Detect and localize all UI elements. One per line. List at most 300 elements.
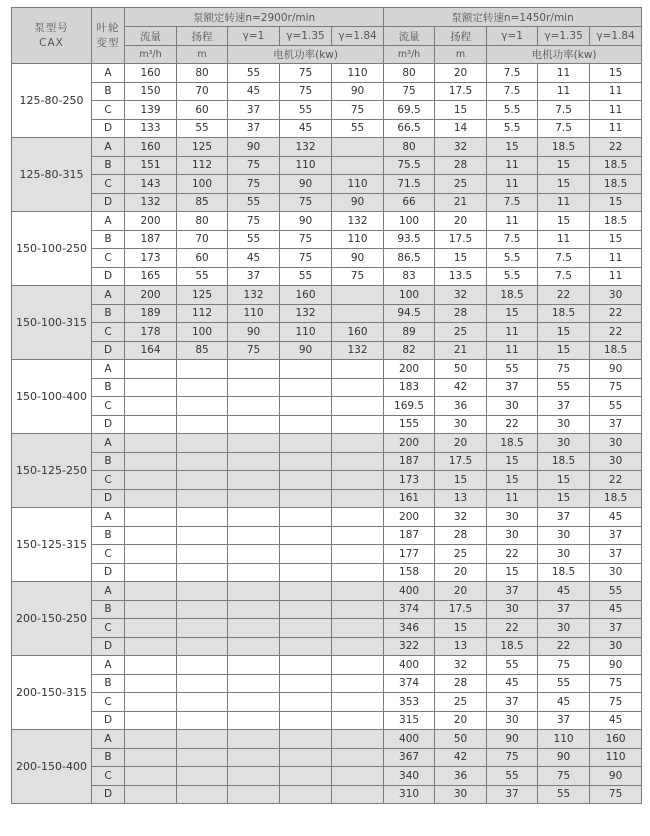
value-cell-2900 xyxy=(280,489,332,508)
value-cell-1450: 11 xyxy=(487,212,538,231)
value-cell-1450: 13 xyxy=(435,637,487,656)
model-cell: 150-125-250 xyxy=(12,434,92,508)
value-cell-1450: 55 xyxy=(487,656,538,675)
value-cell-1450: 22 xyxy=(590,304,642,323)
impeller-variant-cell: A xyxy=(92,138,125,157)
value-cell-1450: 20 xyxy=(435,434,487,453)
value-cell-1450: 18.5 xyxy=(590,175,642,194)
table-row xyxy=(12,415,642,434)
value-cell-1450: 353 xyxy=(384,693,435,712)
value-cell-1450: 37 xyxy=(538,397,590,416)
value-cell-1450: 18.5 xyxy=(487,434,538,453)
value-cell-1450: 66 xyxy=(384,193,435,212)
value-cell-1450: 89 xyxy=(384,323,435,342)
value-cell-2900: 173 xyxy=(125,249,177,268)
value-cell-1450: 15 xyxy=(487,304,538,323)
value-cell-1450: 160 xyxy=(590,730,642,749)
impeller-variant-cell: D xyxy=(92,489,125,508)
value-cell-1450: 11 xyxy=(538,193,590,212)
value-cell-2900 xyxy=(332,748,384,767)
table-row xyxy=(12,785,642,804)
value-cell-2900 xyxy=(177,619,228,638)
value-cell-2900: 125 xyxy=(177,286,228,305)
value-cell-2900 xyxy=(228,397,280,416)
value-cell-2900 xyxy=(125,360,177,379)
unit-flow: m³/h xyxy=(384,46,435,64)
value-cell-2900: 37 xyxy=(228,119,280,138)
value-cell-1450: 55 xyxy=(487,767,538,786)
value-cell-2900: 55 xyxy=(228,193,280,212)
value-cell-2900: 110 xyxy=(280,156,332,175)
value-cell-1450: 30 xyxy=(435,785,487,804)
value-cell-1450: 18.5 xyxy=(538,304,590,323)
value-cell-1450: 5.5 xyxy=(487,249,538,268)
value-cell-2900 xyxy=(332,434,384,453)
value-cell-2900: 90 xyxy=(228,323,280,342)
table-row xyxy=(12,64,642,83)
value-cell-2900 xyxy=(177,434,228,453)
value-cell-2900 xyxy=(177,378,228,397)
value-cell-2900 xyxy=(125,656,177,675)
value-cell-2900 xyxy=(228,434,280,453)
impeller-variant-cell: B xyxy=(92,82,125,101)
value-cell-2900 xyxy=(177,748,228,767)
value-cell-1450: 30 xyxy=(538,526,590,545)
impeller-variant-cell: C xyxy=(92,545,125,564)
value-cell-2900 xyxy=(228,489,280,508)
value-cell-1450: 80 xyxy=(384,138,435,157)
value-cell-2900 xyxy=(177,674,228,693)
value-cell-1450: 75 xyxy=(538,656,590,675)
value-cell-1450: 32 xyxy=(435,508,487,527)
value-cell-2900 xyxy=(228,619,280,638)
table-row xyxy=(12,119,642,138)
impeller-variant-cell: D xyxy=(92,785,125,804)
value-cell-2900 xyxy=(332,730,384,749)
value-cell-1450: 28 xyxy=(435,526,487,545)
value-cell-2900: 132 xyxy=(332,212,384,231)
value-cell-1450: 11 xyxy=(590,119,642,138)
model-header xyxy=(12,8,92,64)
col-gamma-1: γ=1 xyxy=(487,27,538,46)
value-cell-2900 xyxy=(177,508,228,527)
value-cell-1450: 69.5 xyxy=(384,101,435,120)
value-cell-2900: 90 xyxy=(332,249,384,268)
value-cell-1450: 18.5 xyxy=(538,452,590,471)
value-cell-2900 xyxy=(125,748,177,767)
value-cell-2900 xyxy=(332,785,384,804)
table-row xyxy=(12,82,642,101)
value-cell-2900 xyxy=(280,526,332,545)
value-cell-2900: 37 xyxy=(228,267,280,286)
value-cell-1450: 37 xyxy=(538,600,590,619)
value-cell-1450: 37 xyxy=(590,415,642,434)
value-cell-2900: 75 xyxy=(228,175,280,194)
value-cell-1450: 15 xyxy=(538,489,590,508)
model-cell: 125-80-250 xyxy=(12,64,92,138)
value-cell-1450: 11 xyxy=(590,101,642,120)
value-cell-2900: 187 xyxy=(125,230,177,249)
value-cell-2900 xyxy=(125,508,177,527)
value-cell-2900: 139 xyxy=(125,101,177,120)
value-cell-2900 xyxy=(332,304,384,323)
value-cell-1450: 7.5 xyxy=(487,193,538,212)
value-cell-1450: 37 xyxy=(538,711,590,730)
value-cell-1450: 15 xyxy=(538,341,590,360)
value-cell-2900: 85 xyxy=(177,341,228,360)
value-cell-2900: 132 xyxy=(332,341,384,360)
value-cell-1450: 30 xyxy=(590,452,642,471)
impeller-variant-cell: C xyxy=(92,397,125,416)
value-cell-1450: 20 xyxy=(435,212,487,231)
table-row xyxy=(12,471,642,490)
col-head: 扬程 xyxy=(177,27,228,46)
value-cell-1450: 7.5 xyxy=(538,119,590,138)
value-cell-1450: 346 xyxy=(384,619,435,638)
value-cell-1450: 90 xyxy=(590,656,642,675)
value-cell-1450: 66.5 xyxy=(384,119,435,138)
value-cell-2900 xyxy=(177,545,228,564)
value-cell-1450: 11 xyxy=(590,267,642,286)
value-cell-2900 xyxy=(332,582,384,601)
value-cell-2900: 160 xyxy=(125,138,177,157)
value-cell-2900: 75 xyxy=(332,267,384,286)
value-cell-1450: 30 xyxy=(487,526,538,545)
value-cell-2900 xyxy=(280,711,332,730)
value-cell-1450: 28 xyxy=(435,674,487,693)
table-row xyxy=(12,286,642,305)
value-cell-2900 xyxy=(280,378,332,397)
value-cell-1450: 13.5 xyxy=(435,267,487,286)
table-row xyxy=(12,434,642,453)
value-cell-2900 xyxy=(228,693,280,712)
value-cell-1450: 18.5 xyxy=(487,637,538,656)
value-cell-1450: 15 xyxy=(487,563,538,582)
value-cell-1450: 11 xyxy=(487,341,538,360)
impeller-variant-cell: B xyxy=(92,452,125,471)
value-cell-2900 xyxy=(177,489,228,508)
value-cell-1450: 11 xyxy=(538,230,590,249)
value-cell-2900 xyxy=(228,526,280,545)
col-head: 扬程 xyxy=(435,27,487,46)
impeller-label-1: 叶轮 xyxy=(96,21,120,34)
value-cell-1450: 30 xyxy=(487,397,538,416)
value-cell-1450: 32 xyxy=(435,286,487,305)
value-cell-2900: 160 xyxy=(332,323,384,342)
value-cell-2900: 75 xyxy=(280,82,332,101)
value-cell-2900: 112 xyxy=(177,156,228,175)
table-row xyxy=(12,378,642,397)
value-cell-1450: 75 xyxy=(538,360,590,379)
value-cell-2900 xyxy=(125,785,177,804)
value-cell-2900 xyxy=(332,563,384,582)
value-cell-2900 xyxy=(332,508,384,527)
value-cell-2900: 80 xyxy=(177,212,228,231)
value-cell-2900: 90 xyxy=(280,341,332,360)
value-cell-1450: 400 xyxy=(384,730,435,749)
value-cell-2900 xyxy=(177,397,228,416)
table-row xyxy=(12,156,642,175)
value-cell-1450: 340 xyxy=(384,767,435,786)
value-cell-1450: 11 xyxy=(487,489,538,508)
value-cell-2900 xyxy=(332,397,384,416)
value-cell-1450: 37 xyxy=(590,619,642,638)
value-cell-2900 xyxy=(125,489,177,508)
value-cell-1450: 71.5 xyxy=(384,175,435,194)
value-cell-2900: 75 xyxy=(280,193,332,212)
value-cell-2900 xyxy=(228,582,280,601)
value-cell-1450: 55 xyxy=(538,674,590,693)
table-row xyxy=(12,175,642,194)
value-cell-2900 xyxy=(177,600,228,619)
value-cell-2900 xyxy=(228,656,280,675)
value-cell-1450: 45 xyxy=(590,600,642,619)
value-cell-2900: 100 xyxy=(177,175,228,194)
impeller-variant-cell: C xyxy=(92,767,125,786)
value-cell-2900: 75 xyxy=(332,101,384,120)
value-cell-1450: 30 xyxy=(590,286,642,305)
value-cell-1450: 374 xyxy=(384,600,435,619)
value-cell-2900: 200 xyxy=(125,212,177,231)
value-cell-1450: 93.5 xyxy=(384,230,435,249)
value-cell-2900 xyxy=(332,526,384,545)
table-row xyxy=(12,267,642,286)
value-cell-2900 xyxy=(332,600,384,619)
value-cell-1450: 155 xyxy=(384,415,435,434)
col-gamma-1-35: γ=1.35 xyxy=(538,27,590,46)
value-cell-2900 xyxy=(125,545,177,564)
value-cell-1450: 7.5 xyxy=(487,230,538,249)
value-cell-2900: 75 xyxy=(228,156,280,175)
impeller-variant-cell: B xyxy=(92,156,125,175)
value-cell-2900 xyxy=(332,452,384,471)
value-cell-2900 xyxy=(332,360,384,379)
value-cell-2900: 110 xyxy=(280,323,332,342)
table-row xyxy=(12,693,642,712)
value-cell-1450: 30 xyxy=(538,415,590,434)
value-cell-1450: 18.5 xyxy=(487,286,538,305)
value-cell-2900: 110 xyxy=(332,64,384,83)
value-cell-2900 xyxy=(280,693,332,712)
value-cell-2900 xyxy=(228,767,280,786)
value-cell-1450: 36 xyxy=(435,767,487,786)
value-cell-2900: 151 xyxy=(125,156,177,175)
value-cell-1450: 28 xyxy=(435,156,487,175)
value-cell-2900 xyxy=(177,582,228,601)
value-cell-1450: 75 xyxy=(590,693,642,712)
value-cell-1450: 14 xyxy=(435,119,487,138)
value-cell-1450: 200 xyxy=(384,508,435,527)
value-cell-1450: 100 xyxy=(384,212,435,231)
value-cell-1450: 28 xyxy=(435,304,487,323)
value-cell-2900 xyxy=(332,286,384,305)
impeller-variant-cell: D xyxy=(92,415,125,434)
value-cell-1450: 400 xyxy=(384,656,435,675)
table-row xyxy=(12,452,642,471)
value-cell-1450: 310 xyxy=(384,785,435,804)
value-cell-1450: 75 xyxy=(590,378,642,397)
value-cell-1450: 22 xyxy=(487,415,538,434)
value-cell-2900 xyxy=(228,471,280,490)
value-cell-1450: 32 xyxy=(435,656,487,675)
col-gamma-1-35: γ=1.35 xyxy=(280,27,332,46)
value-cell-1450: 55 xyxy=(590,582,642,601)
impeller-variant-cell: B xyxy=(92,674,125,693)
unit-motor-power: 电机功率(kw) xyxy=(487,46,642,64)
value-cell-2900: 55 xyxy=(228,64,280,83)
value-cell-1450: 322 xyxy=(384,637,435,656)
value-cell-2900: 178 xyxy=(125,323,177,342)
value-cell-1450: 15 xyxy=(590,193,642,212)
value-cell-2900 xyxy=(280,545,332,564)
table-row xyxy=(12,526,642,545)
value-cell-1450: 90 xyxy=(590,360,642,379)
value-cell-2900: 37 xyxy=(228,101,280,120)
value-cell-2900 xyxy=(280,582,332,601)
impeller-variant-cell: A xyxy=(92,64,125,83)
value-cell-2900: 90 xyxy=(280,175,332,194)
value-cell-1450: 15 xyxy=(487,471,538,490)
value-cell-2900 xyxy=(332,619,384,638)
value-cell-2900 xyxy=(332,656,384,675)
value-cell-2900 xyxy=(125,415,177,434)
impeller-variant-cell: A xyxy=(92,730,125,749)
value-cell-2900 xyxy=(332,156,384,175)
value-cell-2900: 45 xyxy=(228,249,280,268)
value-cell-2900 xyxy=(125,730,177,749)
value-cell-2900 xyxy=(177,471,228,490)
value-cell-2900 xyxy=(228,415,280,434)
value-cell-2900 xyxy=(177,563,228,582)
impeller-variant-cell: D xyxy=(92,711,125,730)
value-cell-2900 xyxy=(228,748,280,767)
impeller-variant-cell: A xyxy=(92,360,125,379)
value-cell-1450: 11 xyxy=(487,156,538,175)
impeller-variant-cell: A xyxy=(92,656,125,675)
value-cell-1450: 45 xyxy=(487,674,538,693)
value-cell-1450: 15 xyxy=(435,471,487,490)
value-cell-1450: 30 xyxy=(590,637,642,656)
value-cell-2900 xyxy=(228,785,280,804)
value-cell-1450: 50 xyxy=(435,360,487,379)
value-cell-1450: 45 xyxy=(538,582,590,601)
value-cell-1450: 75 xyxy=(590,785,642,804)
speed-group-2900: 泵额定转速n=2900r/min xyxy=(125,8,384,27)
model-label: 泵型号 xyxy=(34,21,69,34)
table-row xyxy=(12,767,642,786)
value-cell-2900 xyxy=(125,434,177,453)
value-cell-1450: 30 xyxy=(487,711,538,730)
value-cell-1450: 22 xyxy=(590,471,642,490)
col-flow: 流量 xyxy=(125,27,177,46)
value-cell-1450: 18.5 xyxy=(590,341,642,360)
value-cell-2900 xyxy=(332,378,384,397)
value-cell-1450: 90 xyxy=(590,767,642,786)
value-cell-1450: 22 xyxy=(538,286,590,305)
value-cell-2900: 132 xyxy=(280,304,332,323)
value-cell-1450: 18.5 xyxy=(538,563,590,582)
value-cell-1450: 30 xyxy=(487,600,538,619)
value-cell-2900 xyxy=(280,452,332,471)
value-cell-2900 xyxy=(177,415,228,434)
table-row xyxy=(12,582,642,601)
value-cell-1450: 18.5 xyxy=(538,138,590,157)
value-cell-2900 xyxy=(280,397,332,416)
value-cell-2900: 160 xyxy=(125,64,177,83)
value-cell-2900 xyxy=(177,637,228,656)
value-cell-2900 xyxy=(332,674,384,693)
value-cell-2900 xyxy=(280,619,332,638)
value-cell-1450: 15 xyxy=(435,101,487,120)
value-cell-1450: 15 xyxy=(435,619,487,638)
value-cell-1450: 21 xyxy=(435,193,487,212)
value-cell-1450: 37 xyxy=(538,508,590,527)
value-cell-1450: 20 xyxy=(435,582,487,601)
table-body xyxy=(12,64,642,804)
value-cell-1450: 18.5 xyxy=(590,489,642,508)
value-cell-1450: 11 xyxy=(487,175,538,194)
value-cell-1450: 22 xyxy=(487,545,538,564)
table-row xyxy=(12,600,642,619)
impeller-header xyxy=(92,8,125,64)
model-cell: 150-100-400 xyxy=(12,360,92,434)
value-cell-1450: 37 xyxy=(487,785,538,804)
value-cell-1450: 100 xyxy=(384,286,435,305)
value-cell-2900 xyxy=(125,693,177,712)
value-cell-2900: 160 xyxy=(280,286,332,305)
value-cell-2900 xyxy=(125,378,177,397)
value-cell-1450: 86.5 xyxy=(384,249,435,268)
value-cell-1450: 50 xyxy=(435,730,487,749)
impeller-variant-cell: A xyxy=(92,434,125,453)
value-cell-1450: 183 xyxy=(384,378,435,397)
value-cell-2900: 90 xyxy=(228,138,280,157)
value-cell-1450: 11 xyxy=(538,64,590,83)
table-row xyxy=(12,341,642,360)
model-cell: 150-125-315 xyxy=(12,508,92,582)
col-gamma-1-84: γ=1.84 xyxy=(332,27,384,46)
value-cell-2900: 90 xyxy=(280,212,332,231)
value-cell-1450: 75 xyxy=(538,767,590,786)
value-cell-2900 xyxy=(332,471,384,490)
value-cell-2900: 70 xyxy=(177,230,228,249)
value-cell-2900 xyxy=(125,711,177,730)
model-cell: 150-100-250 xyxy=(12,212,92,286)
value-cell-2900 xyxy=(280,674,332,693)
value-cell-1450: 187 xyxy=(384,526,435,545)
value-cell-2900 xyxy=(177,526,228,545)
table-row xyxy=(12,249,642,268)
value-cell-2900 xyxy=(280,471,332,490)
value-cell-2900: 125 xyxy=(177,138,228,157)
model-cell: 150-100-315 xyxy=(12,286,92,360)
value-cell-2900: 75 xyxy=(280,230,332,249)
value-cell-2900 xyxy=(228,600,280,619)
value-cell-1450: 15 xyxy=(538,175,590,194)
value-cell-1450: 400 xyxy=(384,582,435,601)
value-cell-1450: 5.5 xyxy=(487,119,538,138)
value-cell-1450: 22 xyxy=(590,323,642,342)
value-cell-2900 xyxy=(280,730,332,749)
value-cell-1450: 30 xyxy=(435,415,487,434)
value-cell-2900 xyxy=(228,545,280,564)
value-cell-2900: 80 xyxy=(177,64,228,83)
value-cell-2900 xyxy=(280,637,332,656)
impeller-variant-cell: B xyxy=(92,304,125,323)
value-cell-1450: 11 xyxy=(487,323,538,342)
value-cell-2900: 90 xyxy=(332,193,384,212)
value-cell-2900 xyxy=(332,138,384,157)
